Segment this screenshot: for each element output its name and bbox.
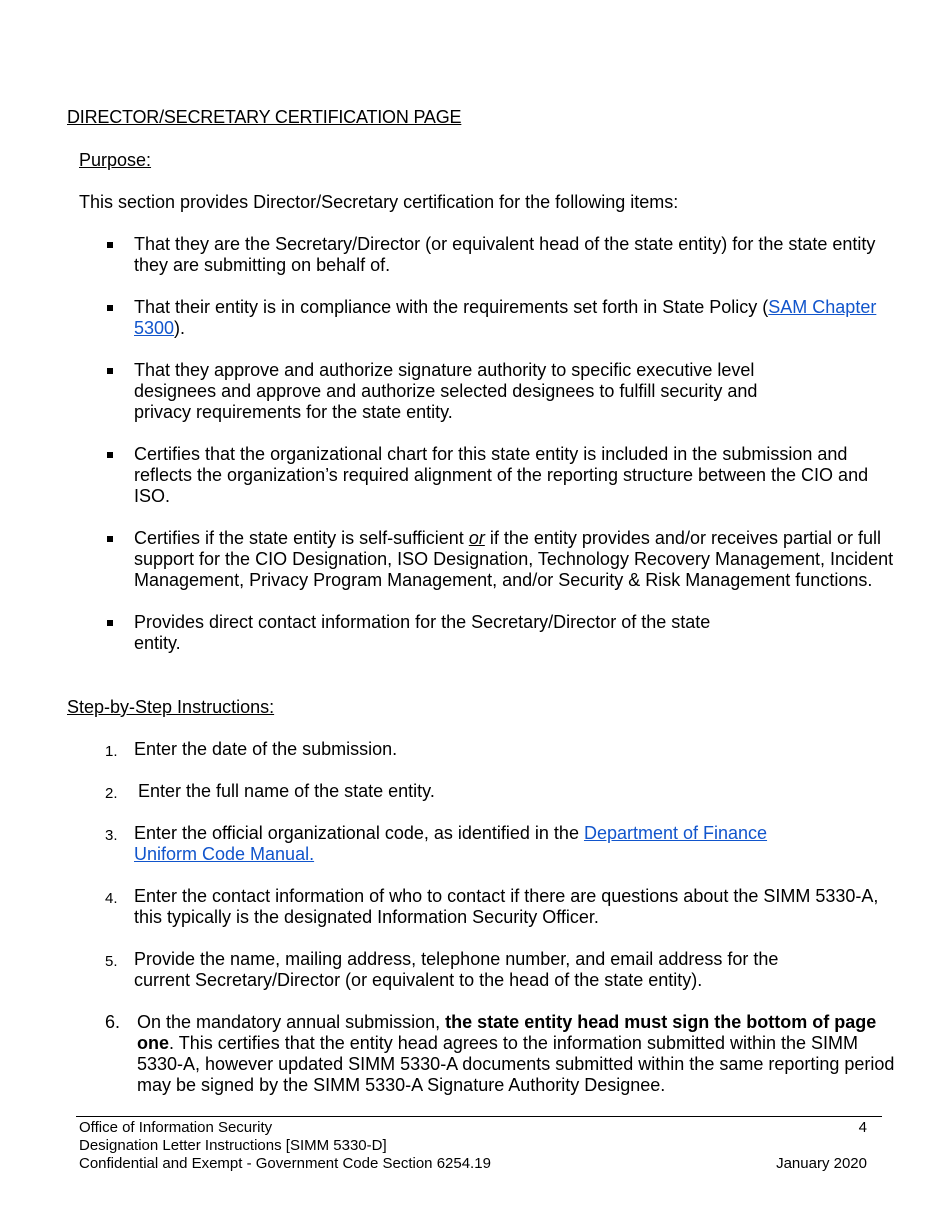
list-item (105, 297, 895, 339)
purpose-heading: Purpose: (79, 150, 152, 170)
steps-heading: Step-by-Step Instructions: (67, 697, 275, 717)
list-item (105, 949, 895, 991)
emphasis-or: or (468, 528, 485, 548)
bullet-text: That they are the Secretary/Director (or equivalent head of the state entity) for the state entity they are submitting on behalf of. (134, 234, 876, 275)
bullet-text: That their entity is in compliance with the requirements set forth in State Policy ( (134, 297, 769, 317)
sam-chapter-link[interactable]: SAM Chapter 5300 (134, 297, 877, 338)
square-bullet-icon (107, 452, 113, 458)
step-number: 2. (105, 785, 118, 802)
footer-divider (76, 1116, 882, 1117)
step-text: Enter the full name of the state entity. (138, 781, 435, 801)
list-item (105, 528, 895, 591)
list-item (105, 739, 895, 760)
bullet-text: Certifies that the organizational chart for this state entity is included in the submission and reflects the organization’s required alignment of the reporting structure between the CIO and ISO. (134, 444, 869, 506)
step-number: 6. (105, 1012, 121, 1032)
certification-bullet-list (105, 234, 895, 675)
page-number: 4 (858, 1119, 867, 1136)
footer-document: Designation Letter Instructions [SIMM 5330-D] (79, 1137, 387, 1154)
signature-requirement-text: the state entity head must sign the bottom of page one (137, 1012, 877, 1053)
step-text: On the mandatory annual submission, (137, 1012, 446, 1032)
square-bullet-icon (107, 536, 113, 542)
footer-confidential: Confidential and Exempt - Government Code Section 6254.19 (79, 1155, 491, 1172)
step-number: 1. (105, 743, 118, 760)
list-item (105, 612, 895, 654)
square-bullet-icon (107, 305, 113, 311)
step-text: Enter the official organizational code, as identified in the (134, 823, 584, 843)
square-bullet-icon (107, 368, 113, 374)
footer-office: Office of Information Security (79, 1119, 273, 1136)
footer-date: January 2020 (776, 1155, 867, 1172)
page-title: DIRECTOR/SECRETARY CERTIFICATION PAGE (67, 107, 462, 127)
bullet-text: if the entity provides and/or receives partial or full support for the CIO Designation, ISO Designation, Technology Recovery Management, Incident Management, Privacy Program Management, and/or Security & Risk Management functions. (134, 528, 894, 590)
square-bullet-icon (107, 242, 113, 248)
bullet-text: ). (174, 318, 186, 338)
uniform-code-manual-link[interactable]: Department of Finance Uniform Code Manual. (134, 823, 768, 864)
square-bullet-icon (107, 620, 113, 626)
list-item (105, 360, 895, 423)
step-text: Enter the date of the submission. (134, 739, 398, 759)
step-text: Enter the contact information of who to contact if there are questions about the SIMM 5330-A, this typically is the designated Information Security Officer. (134, 886, 879, 927)
list-item (105, 1012, 895, 1096)
instructions-numbered-list (105, 739, 895, 1117)
bullet-text: Provides direct contact information for the Secretary/Director of the state entity. (134, 612, 711, 653)
list-item (105, 234, 895, 276)
page-footer (79, 1119, 869, 1173)
step-text: Provide the name, mailing address, telephone number, and email address for the current Secretary/Director (or equivalent to the head of the state entity). (134, 949, 779, 990)
list-item (105, 444, 895, 507)
step-number: 4. (105, 890, 118, 907)
step-text: . This certifies that the entity head agrees to the information submitted within the SIMM 5330-A, however updated SIMM 5330-A documents submitted within the same reporting period may be signed by the SIMM 5330-A Signature Authority Designee. (137, 1033, 895, 1095)
bullet-text: That they approve and authorize signature authority to specific executive level designees and approve and authorize selected designees to fulfill security and privacy requirements for the state entity. (134, 360, 758, 422)
step-number: 5. (105, 953, 118, 970)
list-item (105, 823, 895, 865)
intro-paragraph: This section provides Director/Secretary certification for the following items: (79, 192, 679, 212)
list-item (105, 781, 895, 802)
bullet-text: Certifies if the state entity is self-sufficient (134, 528, 469, 548)
step-number: 3. (105, 827, 118, 844)
list-item (105, 886, 895, 928)
